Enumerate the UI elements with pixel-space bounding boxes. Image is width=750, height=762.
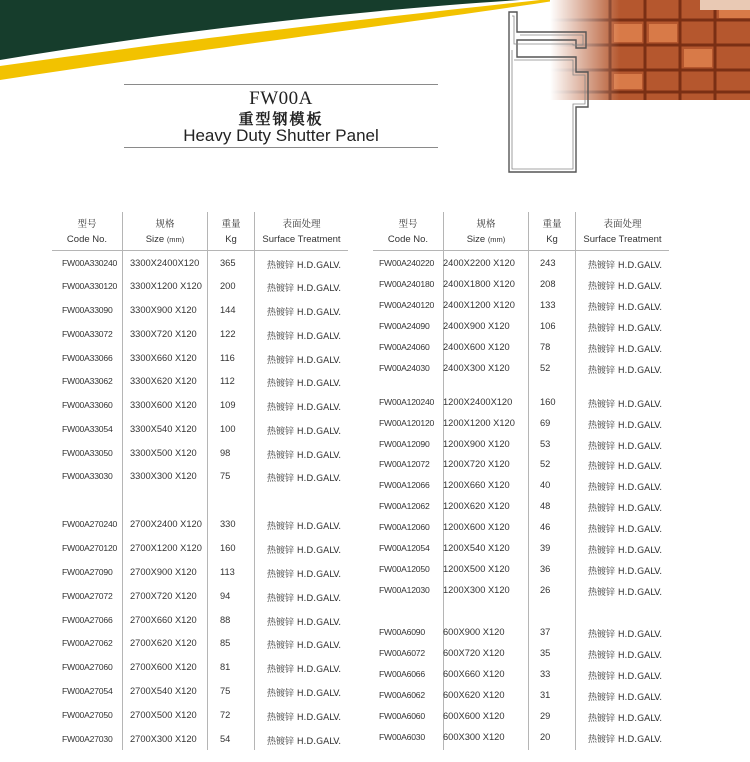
row-surface-treatment-cell: 热镀锌 H.D.GALV. [267, 522, 342, 532]
row-code-cell: FW00A12090 [379, 439, 430, 449]
row-weight-cell: 98 [220, 448, 231, 458]
row-weight-cell: 116 [220, 353, 235, 363]
row-size-cell: 2400X1800 X120 [443, 279, 515, 289]
row-surface-treatment-cell: 热镀锌 H.D.GALV. [267, 403, 342, 413]
row-surface-treatment-cell: 热镀锌 H.D.GALV. [267, 451, 342, 461]
title-rule-top [124, 84, 438, 85]
row-size-cell: 1200X300 X120 [443, 585, 510, 595]
row-weight-cell: 54 [220, 734, 231, 744]
row-code-cell: FW00A24090 [379, 321, 430, 331]
header-size-unit: (mm) [487, 235, 506, 244]
row-code-cell: FW00A33062 [62, 376, 113, 386]
row-code-cell: FW00A120240 [379, 397, 435, 407]
row-code-cell: FW00A330120 [62, 281, 118, 291]
row-weight-cell: 133 [540, 300, 556, 310]
row-code-cell: FW00A330240 [62, 258, 118, 268]
row-weight-cell: 39 [540, 543, 551, 553]
row-size-cell: 1200X540 X120 [443, 543, 510, 553]
row-code-cell: FW00A27072 [62, 591, 113, 601]
row-size-cell: 2700X300 X120 [130, 734, 197, 744]
header-treatment-cn: 表面处理 [603, 219, 642, 230]
header-size-cn: 规格 [476, 219, 496, 230]
row-size-cell: 1200X600 X120 [443, 522, 510, 532]
column-divider [254, 212, 255, 750]
header-underline [373, 250, 669, 251]
header-treatment-cn: 表面处理 [282, 219, 321, 230]
row-size-cell: 1200X2400X120 [443, 397, 513, 407]
row-surface-treatment-cell: 热镀锌 H.D.GALV. [267, 689, 342, 699]
row-weight-cell: 88 [220, 615, 231, 625]
row-surface-treatment-cell: 热镀锌 H.D.GALV. [267, 713, 342, 723]
row-size-cell: 3300X720 X120 [130, 329, 197, 339]
row-code-cell: FW00A240220 [379, 258, 435, 268]
row-code-cell: FW00A24030 [379, 363, 430, 373]
row-size-cell: 1200X500 X120 [443, 564, 510, 574]
row-surface-treatment-cell: 热镀锌 H.D.GALV. [267, 332, 342, 342]
row-surface-treatment-cell: 热镀锌 H.D.GALV. [267, 474, 342, 484]
header-code-cn: 型号 [398, 219, 418, 230]
row-code-cell: FW00A12062 [379, 501, 430, 511]
row-size-cell: 3300X600 X120 [130, 400, 197, 410]
row-code-cell: FW00A27030 [62, 734, 113, 744]
row-weight-cell: 78 [540, 342, 551, 352]
row-code-cell: FW00A270240 [62, 519, 118, 529]
row-weight-cell: 48 [540, 501, 551, 511]
header-code-en: Code No. [387, 234, 429, 245]
row-surface-treatment-cell: 热镀锌 H.D.GALV. [588, 651, 663, 661]
header-weight-en: Kg [225, 234, 237, 245]
row-weight-cell: 81 [220, 662, 231, 672]
row-code-cell: FW00A27066 [62, 615, 113, 625]
left-spec-table [52, 210, 348, 755]
row-surface-treatment-cell: 热镀锌 H.D.GALV. [588, 345, 663, 355]
header-size [123, 210, 207, 250]
header-weight-cn: 重量 [542, 219, 562, 230]
right-spec-table [373, 210, 669, 755]
row-surface-treatment-cell: 热镀锌 H.D.GALV. [588, 421, 663, 431]
row-size-cell: 2400X2200 X120 [443, 258, 515, 268]
row-size-cell: 3300X1200 X120 [130, 281, 202, 291]
row-code-cell: FW00A6030 [379, 732, 425, 742]
row-surface-treatment-cell: 热镀锌 H.D.GALV. [267, 546, 342, 556]
header-weight-en: Kg [546, 234, 558, 245]
row-size-cell: 3300X900 X120 [130, 305, 197, 315]
row-weight-cell: 160 [540, 397, 556, 407]
row-code-cell: FW00A6066 [379, 669, 425, 679]
row-code-cell: FW00A27090 [62, 567, 113, 577]
row-weight-cell: 330 [220, 519, 236, 529]
header-size [444, 210, 528, 250]
row-surface-treatment-cell: 热镀锌 H.D.GALV. [588, 630, 663, 640]
row-code-cell: FW00A6072 [379, 648, 425, 658]
header-size-en: Size [466, 234, 486, 245]
header-code [52, 210, 122, 250]
row-code-cell: FW00A27062 [62, 638, 113, 648]
row-size-cell: 2400X600 X120 [443, 342, 510, 352]
column-divider [207, 212, 208, 750]
header-weight [208, 210, 254, 250]
row-surface-treatment-cell: 热镀锌 H.D.GALV. [588, 261, 663, 271]
column-divider [122, 212, 123, 750]
row-surface-treatment-cell: 热镀锌 H.D.GALV. [267, 261, 342, 271]
row-weight-cell: 31 [540, 690, 551, 700]
row-surface-treatment-cell: 热镀锌 H.D.GALV. [267, 594, 342, 604]
column-divider [575, 212, 576, 750]
row-weight-cell: 46 [540, 522, 551, 532]
row-size-cell: 600X900 X120 [443, 627, 505, 637]
row-code-cell: FW00A6090 [379, 627, 425, 637]
row-code-cell: FW00A33050 [62, 448, 113, 458]
row-code-cell: FW00A6062 [379, 690, 425, 700]
row-surface-treatment-cell: 热镀锌 H.D.GALV. [588, 735, 663, 745]
row-code-cell: FW00A33072 [62, 329, 113, 339]
row-surface-treatment-cell: 热镀锌 H.D.GALV. [588, 462, 663, 472]
row-surface-treatment-cell: 热镀锌 H.D.GALV. [588, 714, 663, 724]
row-surface-treatment-cell: 热镀锌 H.D.GALV. [267, 641, 342, 651]
row-size-cell: 2700X900 X120 [130, 567, 197, 577]
row-code-cell: FW00A27050 [62, 710, 113, 720]
row-size-cell: 1200X900 X120 [443, 439, 510, 449]
row-weight-cell: 160 [220, 543, 236, 553]
header-treatment-en: Surface Treatment [583, 234, 662, 245]
row-size-cell: 2700X620 X120 [130, 638, 197, 648]
header-size-cn: 规格 [155, 219, 175, 230]
row-code-cell: FW00A33054 [62, 424, 113, 434]
row-weight-cell: 36 [540, 564, 551, 574]
row-code-cell: FW00A24060 [379, 342, 430, 352]
row-weight-cell: 75 [220, 471, 231, 481]
column-divider [528, 212, 529, 750]
row-surface-treatment-cell: 热镀锌 H.D.GALV. [588, 400, 663, 410]
header-treatment-en: Surface Treatment [262, 234, 341, 245]
row-size-cell: 3300X540 X120 [130, 424, 197, 434]
row-code-cell: FW00A6060 [379, 711, 425, 721]
row-size-cell: 3300X2400X120 [130, 258, 200, 268]
row-weight-cell: 72 [220, 710, 231, 720]
row-code-cell: FW00A240180 [379, 279, 435, 289]
row-weight-cell: 69 [540, 418, 551, 428]
row-surface-treatment-cell: 热镀锌 H.D.GALV. [588, 282, 663, 292]
row-code-cell: FW00A12050 [379, 564, 430, 574]
header-weight-cn: 重量 [221, 219, 241, 230]
row-code-cell: FW00A270120 [62, 543, 118, 553]
row-size-cell: 2700X600 X120 [130, 662, 197, 672]
row-size-cell: 600X660 X120 [443, 669, 505, 679]
row-weight-cell: 144 [220, 305, 236, 315]
row-code-cell: FW00A27060 [62, 662, 113, 672]
row-code-cell: FW00A33030 [62, 471, 113, 481]
row-surface-treatment-cell: 热镀锌 H.D.GALV. [267, 737, 342, 747]
row-surface-treatment-cell: 热镀锌 H.D.GALV. [588, 324, 663, 334]
row-code-cell: FW00A12030 [379, 585, 430, 595]
row-surface-treatment-cell: 热镀锌 H.D.GALV. [267, 665, 342, 675]
row-surface-treatment-cell: 热镀锌 H.D.GALV. [267, 379, 342, 389]
row-weight-cell: 243 [540, 258, 556, 268]
row-weight-cell: 26 [540, 585, 551, 595]
row-code-cell: FW00A33060 [62, 400, 113, 410]
row-surface-treatment-cell: 热镀锌 H.D.GALV. [588, 504, 663, 514]
row-size-cell: 1200X660 X120 [443, 480, 510, 490]
row-surface-treatment-cell: 热镀锌 H.D.GALV. [588, 525, 663, 535]
row-code-cell: FW00A120120 [379, 418, 435, 428]
row-weight-cell: 200 [220, 281, 236, 291]
row-surface-treatment-cell: 热镀锌 H.D.GALV. [588, 483, 663, 493]
row-surface-treatment-cell: 热镀锌 H.D.GALV. [588, 672, 663, 682]
row-weight-cell: 365 [220, 258, 236, 268]
row-surface-treatment-cell: 热镀锌 H.D.GALV. [588, 546, 663, 556]
row-code-cell: FW00A12060 [379, 522, 430, 532]
row-weight-cell: 37 [540, 627, 551, 637]
row-weight-cell: 109 [220, 400, 236, 410]
row-surface-treatment-cell: 热镀锌 H.D.GALV. [588, 303, 663, 313]
row-weight-cell: 113 [220, 567, 235, 577]
row-size-cell: 3300X620 X120 [130, 376, 197, 386]
header-treatment [255, 210, 348, 250]
row-surface-treatment-cell: 热镀锌 H.D.GALV. [267, 308, 342, 318]
header-code-cn: 型号 [77, 219, 97, 230]
row-size-cell: 1200X620 X120 [443, 501, 510, 511]
row-code-cell: FW00A12066 [379, 480, 430, 490]
header-weight [529, 210, 575, 250]
row-size-cell: 3300X500 X120 [130, 448, 197, 458]
row-size-cell: 2700X2400 X120 [130, 519, 202, 529]
row-surface-treatment-cell: 热镀锌 H.D.GALV. [588, 442, 663, 452]
row-surface-treatment-cell: 热镀锌 H.D.GALV. [588, 366, 663, 376]
row-weight-cell: 29 [540, 711, 551, 721]
row-size-cell: 2400X300 X120 [443, 363, 510, 373]
row-size-cell: 3300X660 X120 [130, 353, 197, 363]
row-surface-treatment-cell: 热镀锌 H.D.GALV. [588, 588, 663, 598]
row-weight-cell: 112 [220, 376, 235, 386]
row-weight-cell: 20 [540, 732, 551, 742]
row-weight-cell: 100 [220, 424, 236, 434]
row-weight-cell: 40 [540, 480, 551, 490]
row-size-cell: 2700X540 X120 [130, 686, 197, 696]
row-code-cell: FW00A240120 [379, 300, 435, 310]
row-weight-cell: 208 [540, 279, 556, 289]
row-surface-treatment-cell: 热镀锌 H.D.GALV. [588, 693, 663, 703]
header-code [373, 210, 443, 250]
row-size-cell: 2400X900 X120 [443, 321, 510, 331]
row-weight-cell: 53 [540, 439, 551, 449]
row-size-cell: 1200X720 X120 [443, 459, 510, 469]
row-size-cell: 2400X1200 X120 [443, 300, 515, 310]
row-weight-cell: 122 [220, 329, 236, 339]
row-weight-cell: 75 [220, 686, 231, 696]
header-underline [52, 250, 348, 251]
row-code-cell: FW00A12072 [379, 459, 430, 469]
title-rule-bottom [124, 147, 438, 148]
row-size-cell: 2700X500 X120 [130, 710, 197, 720]
row-size-cell: 3300X300 X120 [130, 471, 197, 481]
row-weight-cell: 94 [220, 591, 231, 601]
header-code-en: Code No. [66, 234, 108, 245]
row-weight-cell: 106 [540, 321, 556, 331]
header-size-en: Size [145, 234, 165, 245]
row-code-cell: FW00A27054 [62, 686, 113, 696]
row-weight-cell: 52 [540, 363, 551, 373]
row-size-cell: 2700X660 X120 [130, 615, 197, 625]
product-code-title: FW00A [249, 88, 313, 109]
header-size-unit: (mm) [166, 235, 185, 244]
row-size-cell: 2700X720 X120 [130, 591, 197, 601]
product-chinese-title: 重型钢模板 [238, 110, 324, 128]
row-weight-cell: 85 [220, 638, 231, 648]
row-weight-cell: 35 [540, 648, 551, 658]
row-surface-treatment-cell: 热镀锌 H.D.GALV. [267, 427, 342, 437]
row-surface-treatment-cell: 热镀锌 H.D.GALV. [267, 570, 342, 580]
row-size-cell: 600X600 X120 [443, 711, 505, 721]
row-weight-cell: 33 [540, 669, 551, 679]
header-treatment [576, 210, 669, 250]
row-size-cell: 2700X1200 X120 [130, 543, 202, 553]
title-block [124, 84, 438, 150]
profile-cross-section-diagram [504, 10, 604, 180]
row-size-cell: 600X720 X120 [443, 648, 505, 658]
row-size-cell: 600X620 X120 [443, 690, 505, 700]
row-code-cell: FW00A33090 [62, 305, 113, 315]
row-surface-treatment-cell: 热镀锌 H.D.GALV. [588, 567, 663, 577]
product-english-title: Heavy Duty Shutter Panel [183, 126, 379, 145]
row-surface-treatment-cell: 热镀锌 H.D.GALV. [267, 618, 342, 628]
row-size-cell: 1200X1200 X120 [443, 418, 515, 428]
row-code-cell: FW00A12054 [379, 543, 430, 553]
row-code-cell: FW00A33066 [62, 353, 113, 363]
row-size-cell: 600X300 X120 [443, 732, 505, 742]
row-surface-treatment-cell: 热镀锌 H.D.GALV. [267, 356, 342, 366]
row-surface-treatment-cell: 热镀锌 H.D.GALV. [267, 284, 342, 294]
row-weight-cell: 52 [540, 459, 551, 469]
